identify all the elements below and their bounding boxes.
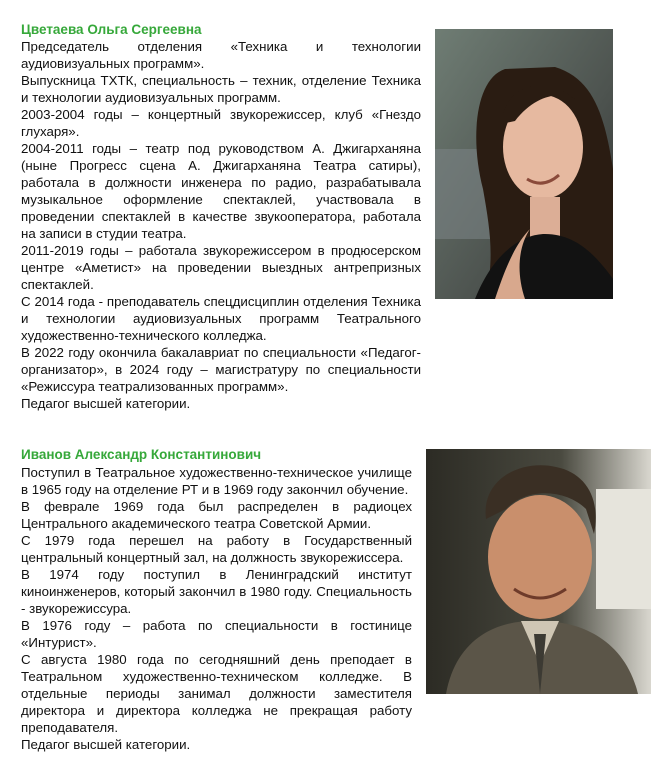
teacher-profile-ivanov <box>0 440 672 777</box>
bio-paragraph: 2004-2011 годы – театр под руководством А. Джигарханяна (ныне Прогресс сцена А. Джигарханяна Театра сатиры), работала в должности инженера по радио, разрабатывала музыкальное оформление спектаклей, участвовала в проведении спектаклей в качестве звукооператора, работала на записи в студии театра. <box>21 141 421 241</box>
bio-paragraph: С 1979 года перешел на работу в Государственный центральный концертный зал, на должность звукорежиссера. <box>21 533 412 565</box>
bio-paragraph: В 2022 году окончила бакалавриат по специальности «Педагог-организатор», в 2024 году – магистратуру по специальности «Режиссура театрализованных программ». <box>21 345 421 394</box>
teacher-name: Иванов Александр Константинович <box>21 447 262 462</box>
teacher-photo <box>426 449 651 694</box>
bio-paragraph: Поступил в Театральное художественно-техническое училище в 1965 году на отделение РТ и в 1969 году закончил обучение. <box>21 465 412 497</box>
bio-paragraph: Выпускница ТХТК, специальность – техник, отделение Техника и технологии аудиовизуальных программ. <box>21 73 421 105</box>
bio-paragraph: 2011-2019 годы – работала звукорежиссером в продюсерском центре «Аметист» на проведении выездных антрепризных спектаклей. <box>21 243 421 292</box>
teacher-photo <box>435 29 613 299</box>
bio-paragraph: 2003-2004 годы – концертный звукорежиссер, клуб «Гнездо глухаря». <box>21 107 421 139</box>
portrait-woman-image <box>435 29 613 299</box>
bio-paragraph: Педагог высшей категории. <box>21 396 191 411</box>
bio-paragraph: Председатель отделения «Техника и технологии аудиовизуальных программ». <box>21 39 421 71</box>
bio-paragraph: С 2014 года - преподаватель спецдисциплин отделения Техника и технологии аудиовизуальных программ Театрального художественно-технического колледжа. <box>21 294 421 343</box>
bio-paragraph: В 1976 году – работа по специальности в гостинице «Интурист». <box>21 618 412 650</box>
teacher-bio <box>21 464 412 753</box>
bio-paragraph: Педагог высшей категории. <box>21 737 191 752</box>
teacher-bio <box>21 38 421 412</box>
bio-paragraph: С августа 1980 года по сегодняшний день преподает в Театральном художественно-техническом колледже. В отдельные периоды занимал должности заместителя директора и директора колледжа не прекращая работу преподавателя. <box>21 652 412 735</box>
bio-paragraph: В феврале 1969 года был распределен в радиоцех Центрального академического театра Советской Армии. <box>21 499 412 531</box>
portrait-man-image <box>426 449 651 694</box>
bio-paragraph: В 1974 году поступил в Ленинградский институт киноинженеров, который закончил в 1980 году. Специальность - звукорежиссура. <box>21 567 412 616</box>
teacher-name: Цветаева Ольга Сергеевна <box>21 22 202 37</box>
